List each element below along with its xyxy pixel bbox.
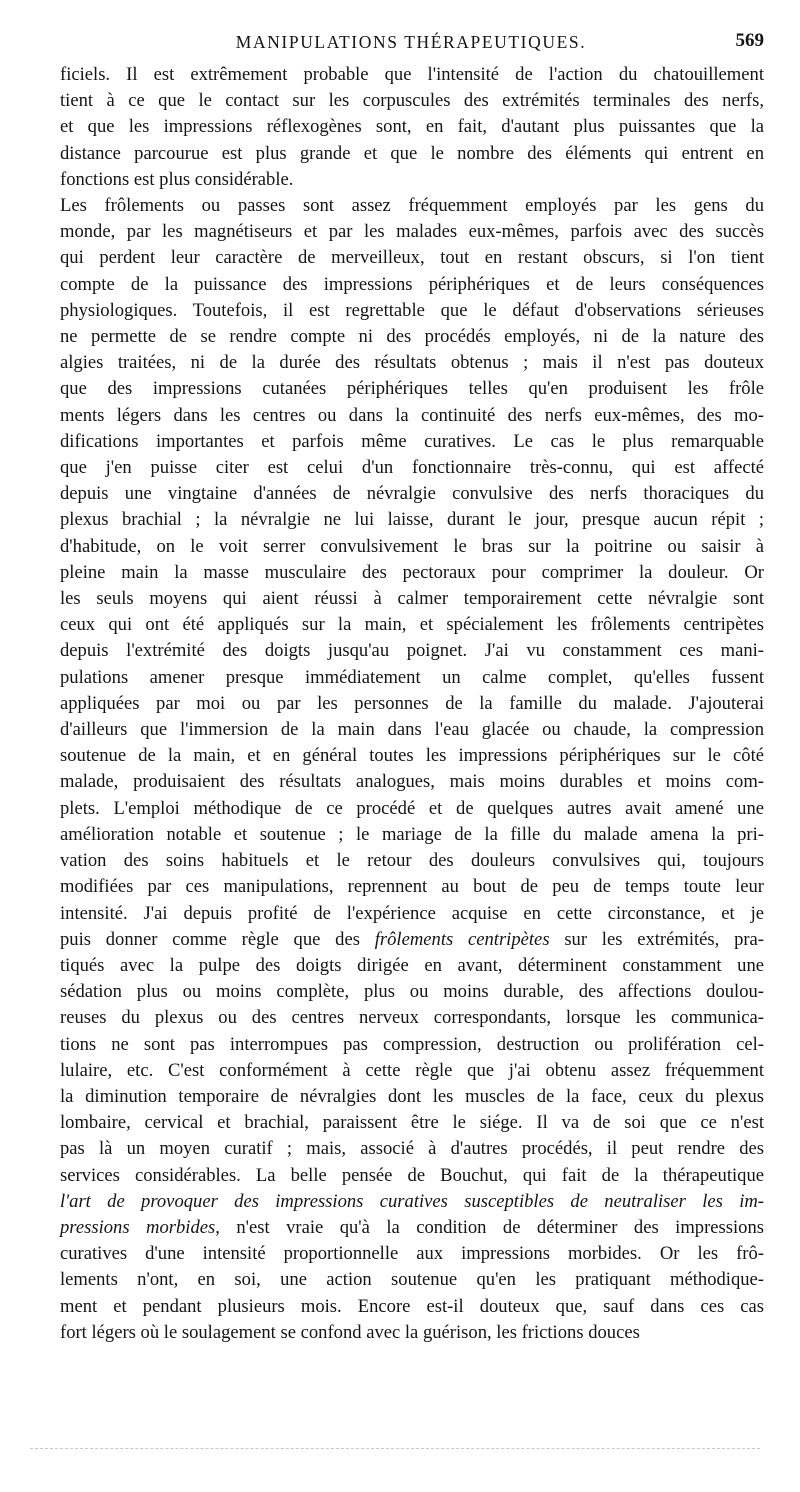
text-line: malade, produisaient des résultats analogues, mais moins durables et moins com- (60, 771, 764, 793)
running-title: MANIPULATIONS THÉRAPEUTIQUES. (235, 32, 587, 52)
text-line: ments légers dans les centres ou dans la continuité des nerfs eux-mêmes, des mo- (60, 404, 764, 426)
text-line: soutenue de la main, et en général toutes les impressions périphériques sur le côté (60, 745, 764, 767)
text-line: compte de la puissance des impressions périphériques et de leurs conséquences (60, 273, 764, 295)
text-line: que j'en puisse citer est celui d'un fonctionnaire très-connu, qui est affecté (60, 457, 764, 479)
text-line: tient à ce que le contact sur les corpuscules des extrémités terminales des nerfs, (60, 90, 764, 112)
text-line: pulations amener presque immédiatement un calme complet, qu'elles fussent (60, 666, 764, 688)
text-line: services considérables. La belle pensée de Bouchut, qui fait de la thérapeutique (60, 1164, 764, 1186)
paragraph (60, 62, 764, 193)
text-line: ne permette de se rendre compte ni des procédés employés, ni de la nature des (60, 326, 764, 348)
text-line: que des impressions cutanées périphériques telles qu'en produisent les frôle (60, 378, 764, 400)
text-line: pas là un moyen curatif ; mais, associé à d'autres procédés, il peut rendre des (60, 1138, 764, 1160)
text-line: tiqués avec la pulpe des doigts dirigée en avant, déterminent constamment une (60, 954, 764, 976)
text-line: algies traitées, ni de la durée des résultats obtenus ; mais il n'est pas douteux (60, 352, 764, 374)
text-line: plexus brachial ; la névralgie ne lui laisse, durant le jour, presque aucun répit ; (60, 509, 764, 531)
text-line: physiologiques. Toutefois, il est regrettable que le défaut d'observations sérieuses (60, 299, 764, 321)
text-line: plets. L'emploi méthodique de ce procédé et de quelques autres avait amené une (60, 797, 764, 819)
text-line: pleine main la masse musculaire des pectoraux pour comprimer la douleur. Or (60, 561, 764, 583)
text-line: pressions morbides, n'est vraie qu'à la condition de déterminer des impressions (60, 1216, 764, 1238)
text-line: difications importantes et parfois même curatives. Le cas le plus remarquable (60, 430, 764, 452)
text-line: lements n'ont, en soi, une action soutenue qu'en les pratiquant méthodique- (60, 1269, 764, 1291)
text-line: appliquées par moi ou par les personnes de la famille du malade. J'ajouterai (60, 692, 764, 714)
text-line: et que les impressions réflexogènes sont, en fait, d'autant plus puissantes que la (60, 116, 764, 138)
bottom-rule (30, 1448, 760, 1449)
text-line: puis donner comme règle que des frôlements centripètes sur les extrémités, pra- (60, 928, 765, 950)
text-line: l'art de provoquer des impressions curatives susceptibles de neutraliser les im- (60, 1190, 764, 1212)
text-line: d'ailleurs que l'immersion de la main dans l'eau glacée ou chaude, la compression (60, 719, 764, 741)
page-header (58, 28, 764, 58)
text-line: ficiels. Il est extrêmement probable que l'intensité de l'action du chatouillement (60, 64, 764, 85)
page-number: 569 (735, 30, 764, 51)
text-line: modifiées par ces manipulations, reprennent au bout de peu de temps toute leur (60, 876, 764, 898)
text-line: d'habitude, on le voit serrer convulsivement le bras sur la poitrine ou saisir à (60, 535, 764, 557)
text-line: tions ne sont pas interrompues pas compression, destruction ou prolifération cel- (60, 1033, 764, 1055)
text-line: monde, par les magnétiseurs et par les malades eux-mêmes, parfois avec des succès (60, 221, 764, 243)
text-line: la diminution temporaire de névralgies dont les muscles de la face, ceux du plexus (60, 1085, 764, 1107)
text-line: vation des soins habituels et le retour des douleurs convulsives qui, toujours (60, 850, 764, 872)
text-line: amélioration notable et soutenue ; le mariage de la fille du malade amena la pri- (60, 823, 764, 845)
text-line: depuis une vingtaine d'années de névralgie convulsive des nerfs thoraciques du (60, 483, 764, 505)
paragraph (60, 193, 764, 1346)
text-line: distance parcourue est plus grande et que le nombre des éléments qui entrent en (60, 142, 764, 164)
text-line: lombaire, cervical et brachial, paraissent être le siége. Il va de soi que ce n'est (60, 1112, 764, 1134)
text-line: qui perdent leur caractère de merveilleux, tout en restant obscurs, si l'on tient (60, 247, 764, 269)
body-text (60, 62, 764, 1346)
text-line: ceux qui ont été appliqués sur la main, et spécialement les frôlements centripètes (60, 614, 764, 636)
text-line: lulaire, etc. C'est conformément à cette règle que j'ai obtenu assez fréquemment (60, 1059, 764, 1081)
text-line: sédation plus ou moins complète, plus ou moins durable, des affections doulou- (60, 981, 764, 1003)
text-line: intensité. J'ai depuis profité de l'expérience acquise en cette circonstance, et je (60, 902, 764, 924)
text-line: fonctions est plus considérable. (60, 168, 294, 190)
text-line: ment et pendant plusieurs mois. Encore est-il douteux que, sauf dans ces cas (60, 1295, 764, 1317)
text-line: reuses du plexus ou des centres nerveux correspondants, lorsque les communica- (60, 1007, 764, 1029)
text-line: fort légers où le soulagement se confond avec la guérison, les frictions douces (60, 1321, 640, 1343)
text-line: les seuls moyens qui aient réussi à calmer temporairement cette névralgie sont (60, 588, 764, 610)
text-line: depuis l'extrémité des doigts jusqu'au poignet. J'ai vu constamment ces mani- (60, 640, 764, 662)
text-line: curatives d'une intensité proportionnelle aux impressions morbides. Or les frô- (60, 1243, 764, 1265)
text-line: Les frôlements ou passes sont assez fréquemment employés par les gens du (60, 195, 764, 217)
